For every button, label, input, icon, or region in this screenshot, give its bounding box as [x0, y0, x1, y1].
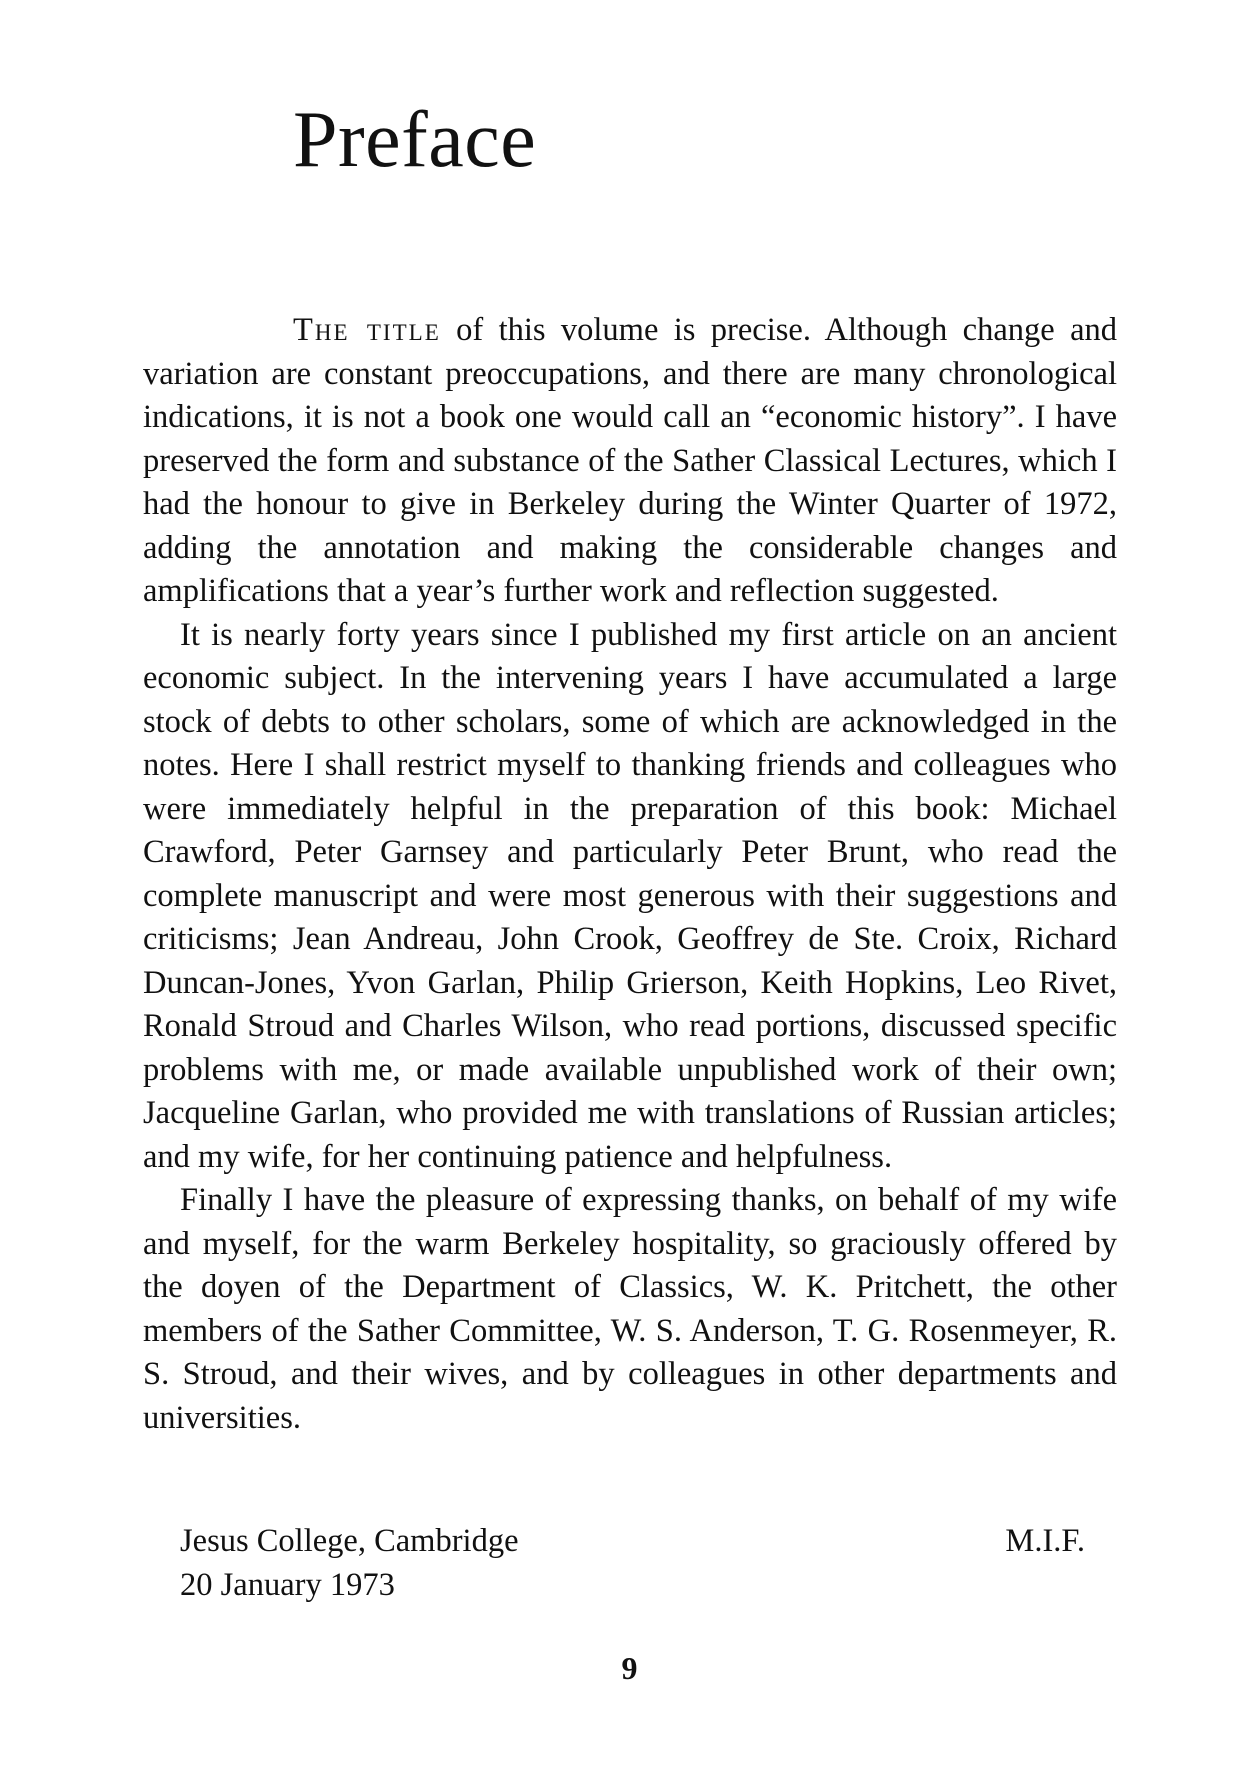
signoff-place: Jesus College, Cambridge — [180, 1523, 519, 1559]
signoff-date: 20 January 1973 — [180, 1566, 395, 1603]
paragraph-1-lead: The title — [293, 312, 441, 348]
signoff-initials: M.I.F. — [1005, 1523, 1085, 1559]
signoff-row — [180, 1520, 1085, 1564]
preface-body — [143, 309, 1117, 1440]
signoff — [180, 1520, 1085, 1607]
paragraph-1-text: of this volume is precise. Although change and variation are constant preoccupations, and there are many chronological indications, it is not a book one would call an “economic history”. I have preserved the form and substance of the Sather Classical Lectures, which I had the honour to give in Berkeley during the Winter Quarter of 1972, adding the annotation and making the considerable changes and amplifications that a year’s further work and reflection suggested. — [143, 312, 1117, 609]
paragraph-3: Finally I have the pleasure of expressing thanks, on behalf of my wife and myself, for the warm Berkeley hospitality, so graciously offered by the doyen of the Department of Classics, W. K. Pritchett, the other members of the Sather Committee, W. S. Anderson, T. G. Rosenmeyer, R. S. Stroud, and their wives, and by colleagues in other departments and universities. — [143, 1182, 1117, 1436]
page-number: 9 — [621, 1650, 638, 1686]
paragraph-2: It is nearly forty years since I published my first article on an ancient economic subject. In the intervening years I have accumulated a large stock of debts to other scholars, some of which are acknowledged in the notes. Here I shall restrict myself to thanking friends and colleagues who were immediately helpful in the preparation of this book: Michael Crawford, Peter Garnsey and particularly Peter Brunt, who read the complete manuscript and were most generous with their suggestions and criticisms; Jean Andreau, John Crook, Geoffrey de Ste. Croix, Richard Duncan-Jones, Yvon Garlan, Philip Grierson, Keith Hopkins, Leo Rivet, Ronald Stroud and Charles Wilson, who read portions, discussed specific problems with me, or made available unpublished work of their own; Jacqueline Garlan, who provided me with translations of Russian articles; and my wife, for her continuing patience and helpfulness. — [143, 616, 1117, 1175]
page-title: Preface — [293, 96, 537, 184]
paragraph-1 — [143, 309, 1117, 614]
